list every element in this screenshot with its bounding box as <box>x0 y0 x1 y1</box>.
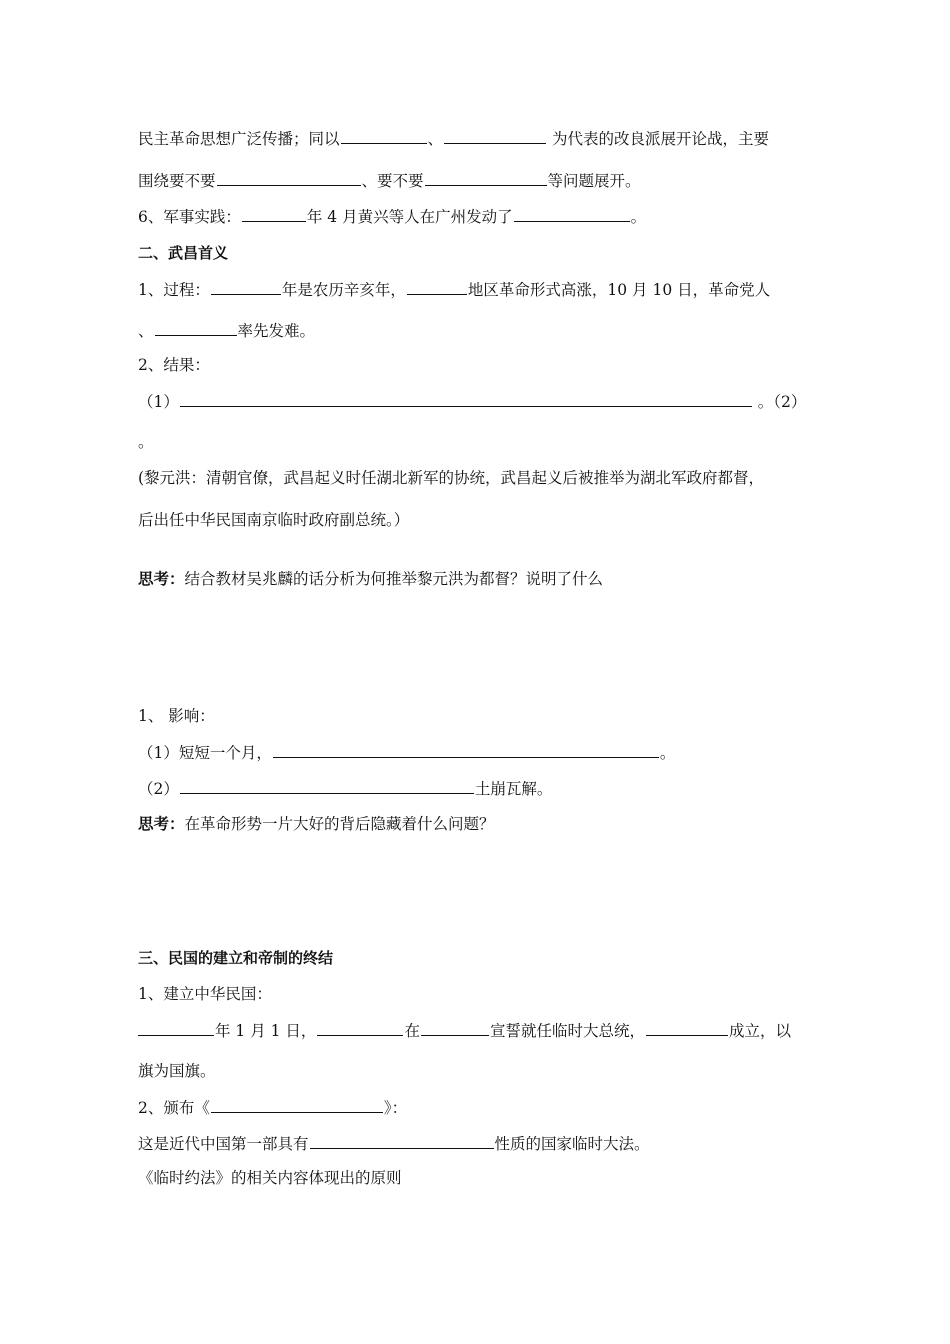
fill-blank[interactable] <box>646 1020 728 1036</box>
fill-blank[interactable] <box>138 1020 214 1036</box>
text-line-flag: 旗为国旗。 <box>138 1062 216 1080</box>
text-line-reform-debate: 民主革命思想广泛传播；同以 、 为代表的改良派展开论战，主要 <box>138 130 769 148</box>
fill-blank[interactable] <box>514 206 630 222</box>
section-heading-republic: 三、民国的建立和帝制的终结 <box>138 949 334 967</box>
fill-blank[interactable] <box>421 1020 489 1036</box>
text-line-debate-topics: 围绕要不要 、要不要 等问题展开。 <box>138 172 641 190</box>
fill-blank[interactable] <box>155 320 237 336</box>
text-line-influence-2: （2） 土崩瓦解。 <box>138 780 553 798</box>
fill-blank[interactable] <box>407 279 467 295</box>
text-line-process: 1、过程： 年是农历辛亥年， 地区革命形式高涨，10 月 10 日，革命党人 <box>138 281 771 299</box>
text-line-result: 2、结果： <box>138 356 210 374</box>
fill-blank[interactable] <box>341 128 427 144</box>
fill-blank[interactable] <box>242 206 306 222</box>
text-note-li-yuanhong-2: 后出任中华民国南京临时政府副总统。） <box>138 511 410 529</box>
fill-blank[interactable] <box>310 1133 494 1149</box>
text-line-constitution-nature: 这是近代中国第一部具有 性质的国家临时大法。 <box>138 1135 650 1153</box>
text-line-establish-1: 年 1 月 1 日， 在 宣誓就任临时大总统， 成立，以 <box>138 1020 840 1041</box>
fill-blank[interactable] <box>425 170 547 186</box>
text-note-li-yuanhong: (黎元洪：清朝官僚，武昌起义时任湖北新军的协统，武昌起义后被推举为湖北军政府都督， <box>138 469 765 487</box>
text-line-influence: 1、 影响： <box>138 707 215 725</box>
think-question-2: 思考：在革命形势一片大好的背后隐藏着什么问题？ <box>138 815 495 833</box>
text-line-principles: 《临时约法》的相关内容体现出的原则 <box>138 1169 402 1187</box>
think-question-1: 思考：结合教材吴兆麟的话分析为何推举黎元洪为都督？说明了什么 <box>138 570 604 588</box>
fill-blank[interactable] <box>180 778 474 794</box>
text-line-constitution: 2、颁布《 》： <box>138 1099 408 1117</box>
fill-blank[interactable] <box>211 1097 383 1113</box>
text-line-result-1: （1） 。（2） <box>138 393 807 411</box>
fill-blank[interactable] <box>180 391 752 407</box>
fill-blank[interactable] <box>273 742 659 758</box>
text-line-military: 6、军事实践： 年 4 月黄兴等人在广州发动了 。 <box>138 208 647 226</box>
fill-blank[interactable] <box>317 1020 403 1036</box>
text-line-result-end: 。 <box>138 433 154 451</box>
fill-blank[interactable] <box>217 170 361 186</box>
text-line-process-2: 、 率先发难。 <box>138 322 316 340</box>
fill-blank[interactable] <box>211 279 281 295</box>
section-heading-wuchang: 二、武昌首义 <box>138 244 229 262</box>
text-line-influence-1: （1）短短一个月， 。 <box>138 744 676 762</box>
text-line-establish: 1、建立中华民国： <box>138 985 272 1003</box>
fill-blank[interactable] <box>444 128 546 144</box>
